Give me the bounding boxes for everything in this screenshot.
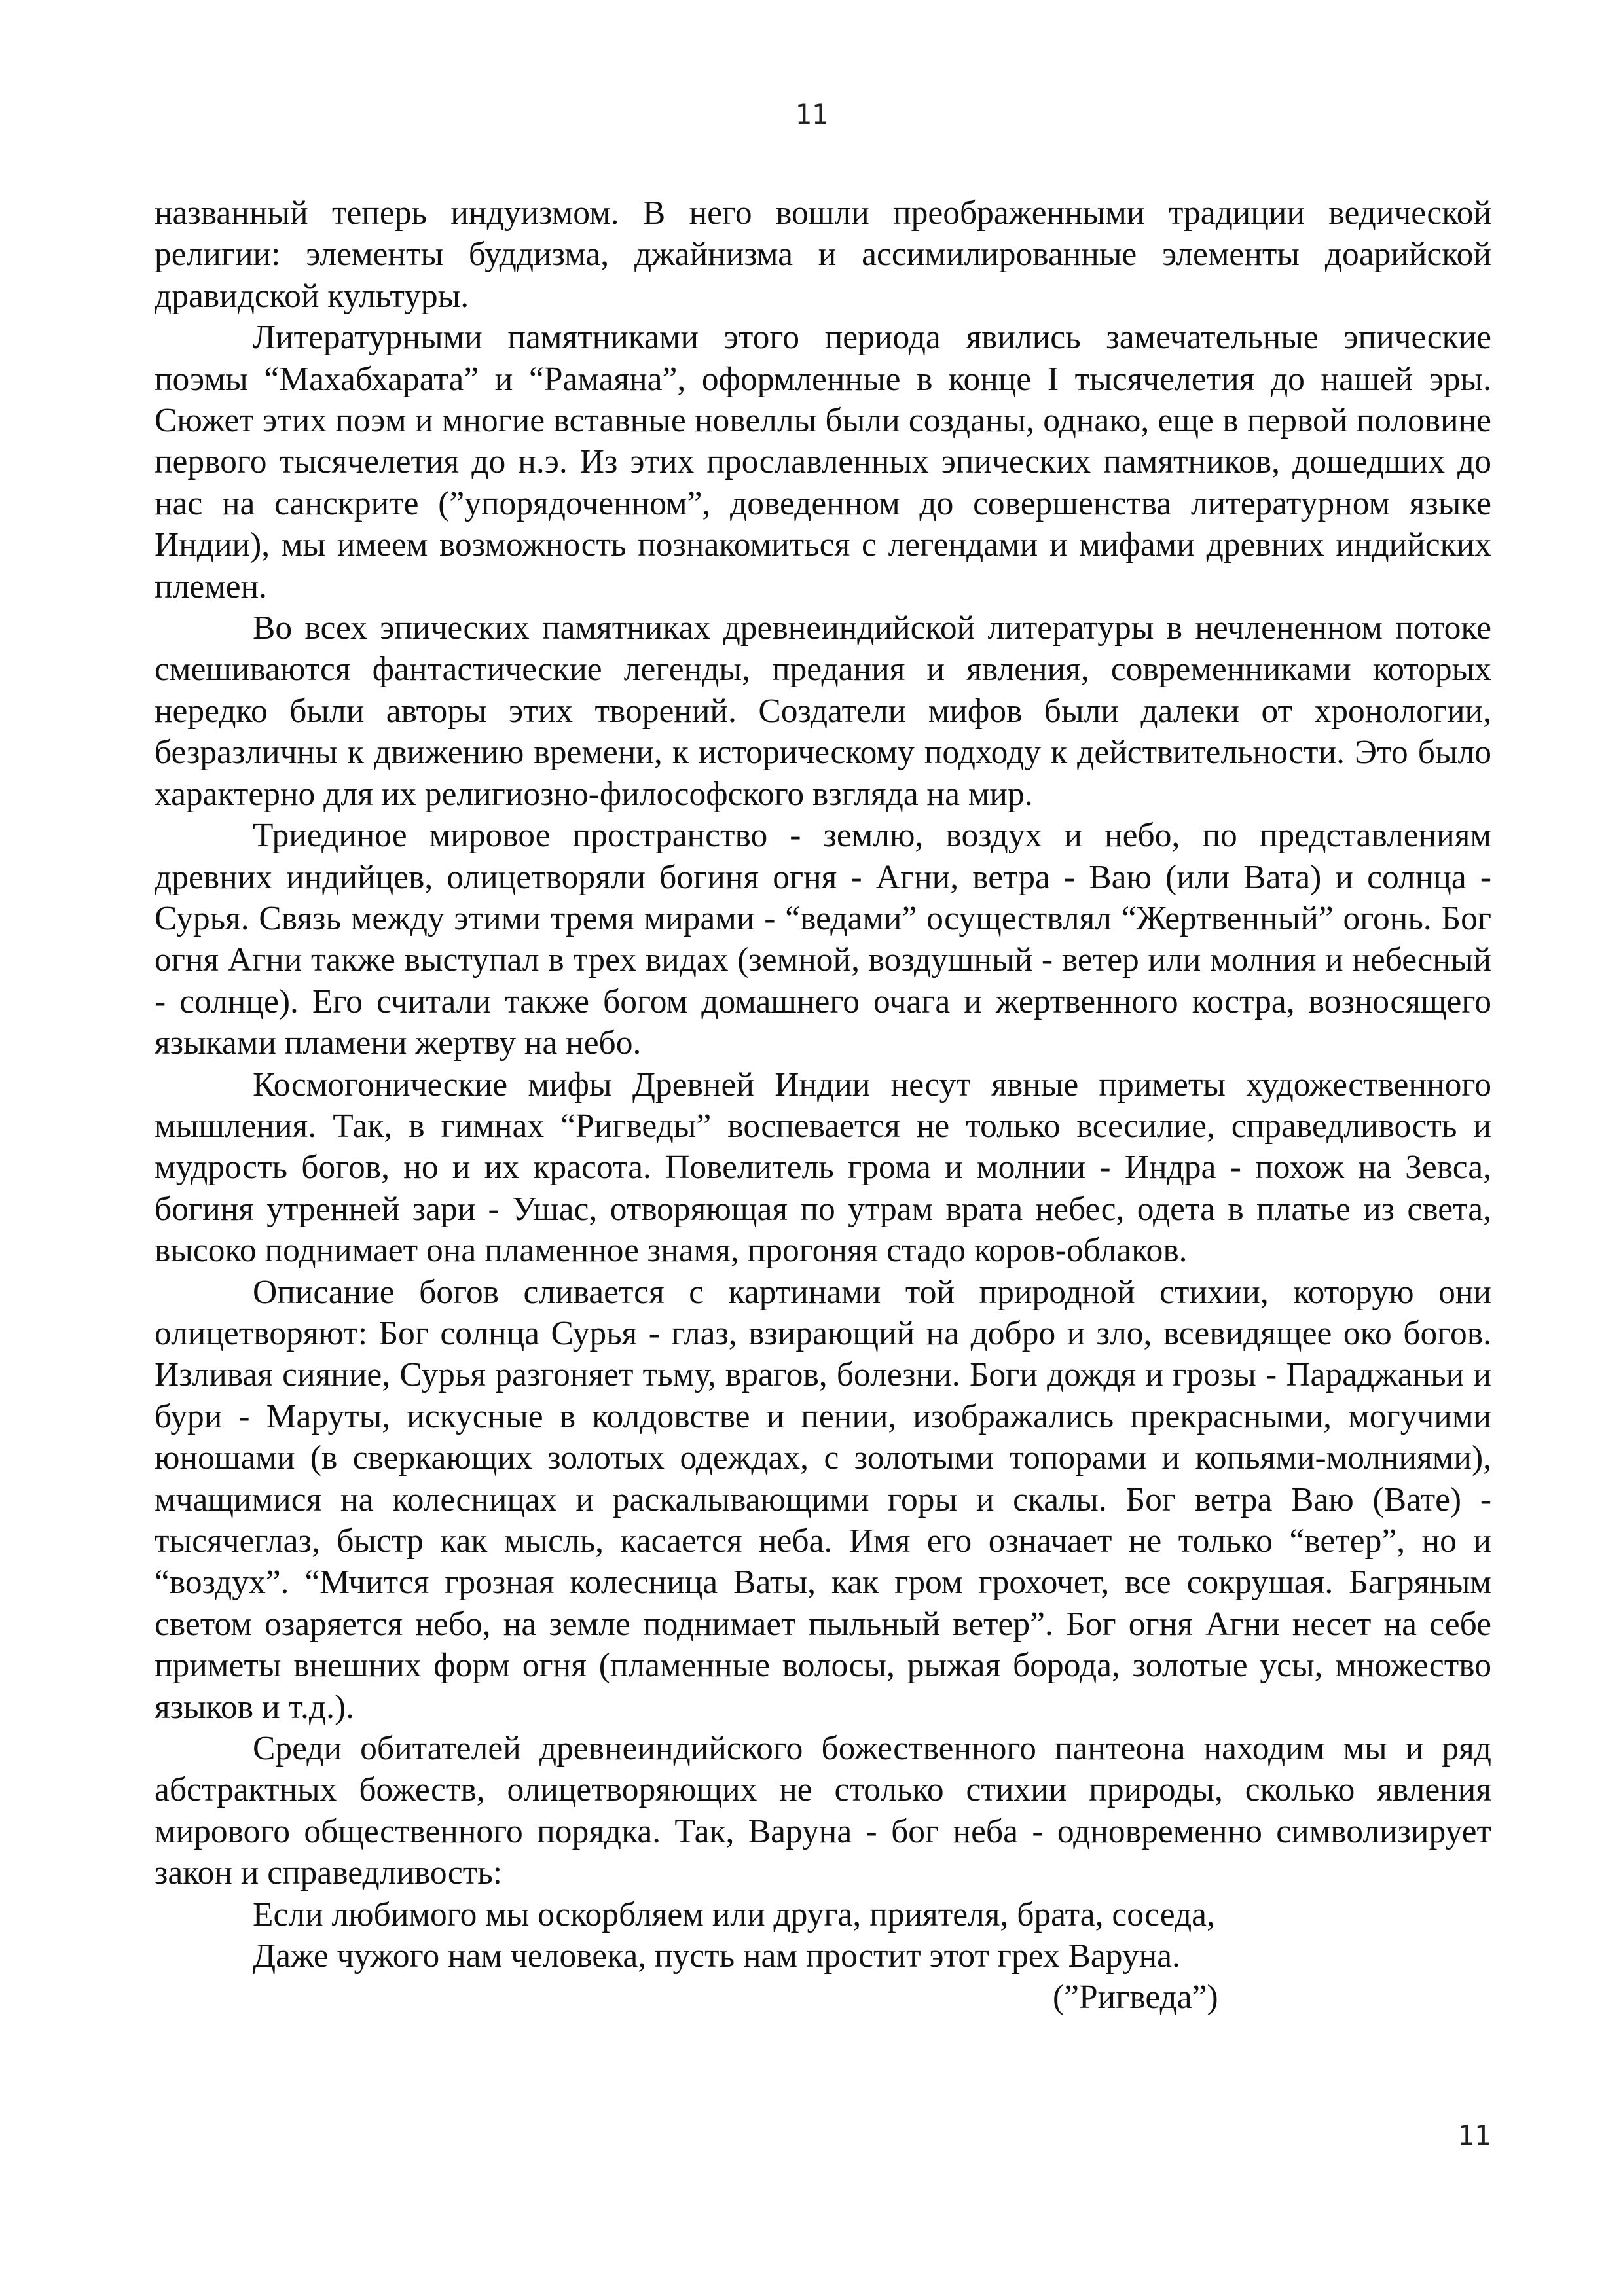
paragraph-3: Во всех эпических памятниках древнеиндийской литературы в нечлененном потоке смешиваются фантастические легенды, предания и явления, современниками которых нередко были авторы этих творений. Создатели мифов были далеки от хронологии, безразличны к движению времени, к историческому подходу к действительности. Это было характерно для их религиозно-философского взгляда на мир. [155,609,1491,813]
verse-line-1: Если любимого мы оскорбляем или друга, приятеля, брата, соседа, [253,1895,1215,1933]
document-body [155,192,1491,2018]
paragraph-2: Литературными памятниками этого периода явились замечательные эпические поэмы “Махабхарата” и “Рамаяна”, оформленные в конце I тысячелетия до нашей эры. Сюжет этих поэм и многие вставные новеллы были созданы, однако, еще в первой половине первого тысячелетия до н.э. Из этих прославленных эпических памятников, дошедших до нас на санскрите (”упорядоченном”, доведенном до совершенства литературном языке Индии), мы имеем возможность познакомиться с легендами и мифами древних индийских племен. [155,319,1491,605]
verse-line-2: Даже чужого нам человека, пусть нам простит этот грех Варуна. [253,1937,1180,1975]
paragraph-1: названный теперь индуизмом. В него вошли преображенными традиции ведической религии: элементы буддизма, джайнизма и ассимилированные элементы доарийской дравидской культуры. [155,194,1491,315]
page-number-bottom: 11 [1457,2119,1491,2151]
paragraph-5: Космогонические мифы Древней Индии несут явные приметы художественного мышления. Так, в гимнах “Ригведы” воспевается не только всесилие, справедливость и мудрость богов, но и их красота. Повелитель грома и молнии - Индра - похож на Зевса, богиня утренней зари - Ушас, отворяющая по утрам врата небес, одета в платье из света, высоко поднимает она пламенное знамя, прогоняя стадо коров-облаков. [155,1066,1491,1270]
paragraph-7: Среди обитателей древнеиндийского божественного пантеона находим мы и ряд абстрактных божеств, олицетворяющих не столько стихии природы, сколько явления мирового общественного порядка. Так, Варуна - бог неба - одновременно символизирует закон и справедливость: [155,1730,1491,1892]
verse-source: (”Ригведа”) [1053,1979,1218,2017]
page-number-top: 11 [795,98,828,130]
paragraph-6: Описание богов сливается с картинами той природной стихии, которую они олицетворяют: Бог солнца Сурья - глаз, взирающий на добро и зло, всевидящее око богов. Изливая сияние, Сурья разгоняет тьму, врагов, болезни. Боги дождя и грозы - Параджаньи и бури - Маруты, искусные в колдовстве и пении, изображались прекрасными, могучими юношами (в сверкающих золотых одеждах, с золотыми топорами и копьями-молниями), мчащимися на колесницах и раскалывающими горы и скалы. Бог ветра Ваю (Вате) - тысячеглаз, быстр как мысль, касается неба. Имя его означает не только “ветер”, но и “воздух”. “Мчится грозная колесница Ваты, как гром грохочет, все сокрушая. Багряным светом озаряется небо, на земле поднимает пыльный ветер”. Бог огня Агни несет на себе приметы внешних форм огня (пламенные волосы, рыжая борода, золотые усы, множество языков и т.д.). [155,1273,1491,1726]
paragraph-4: Триединое мировое пространство - землю, воздух и небо, по представлениям древних индийцев, олицетворяли богиня огня - Агни, ветра - Ваю (или Вата) и солнца - Сурья. Связь между этими тремя мирами - “ведами” осуществлял “Жертвенный” огонь. Бог огня Агни также выступал в трех видах (земной, воздушный - ветер или молния и небесный - солнце). Его считали также богом домашнего очага и жертвенного костра, возносящего языками пламени жертву на небо. [155,817,1491,1062]
